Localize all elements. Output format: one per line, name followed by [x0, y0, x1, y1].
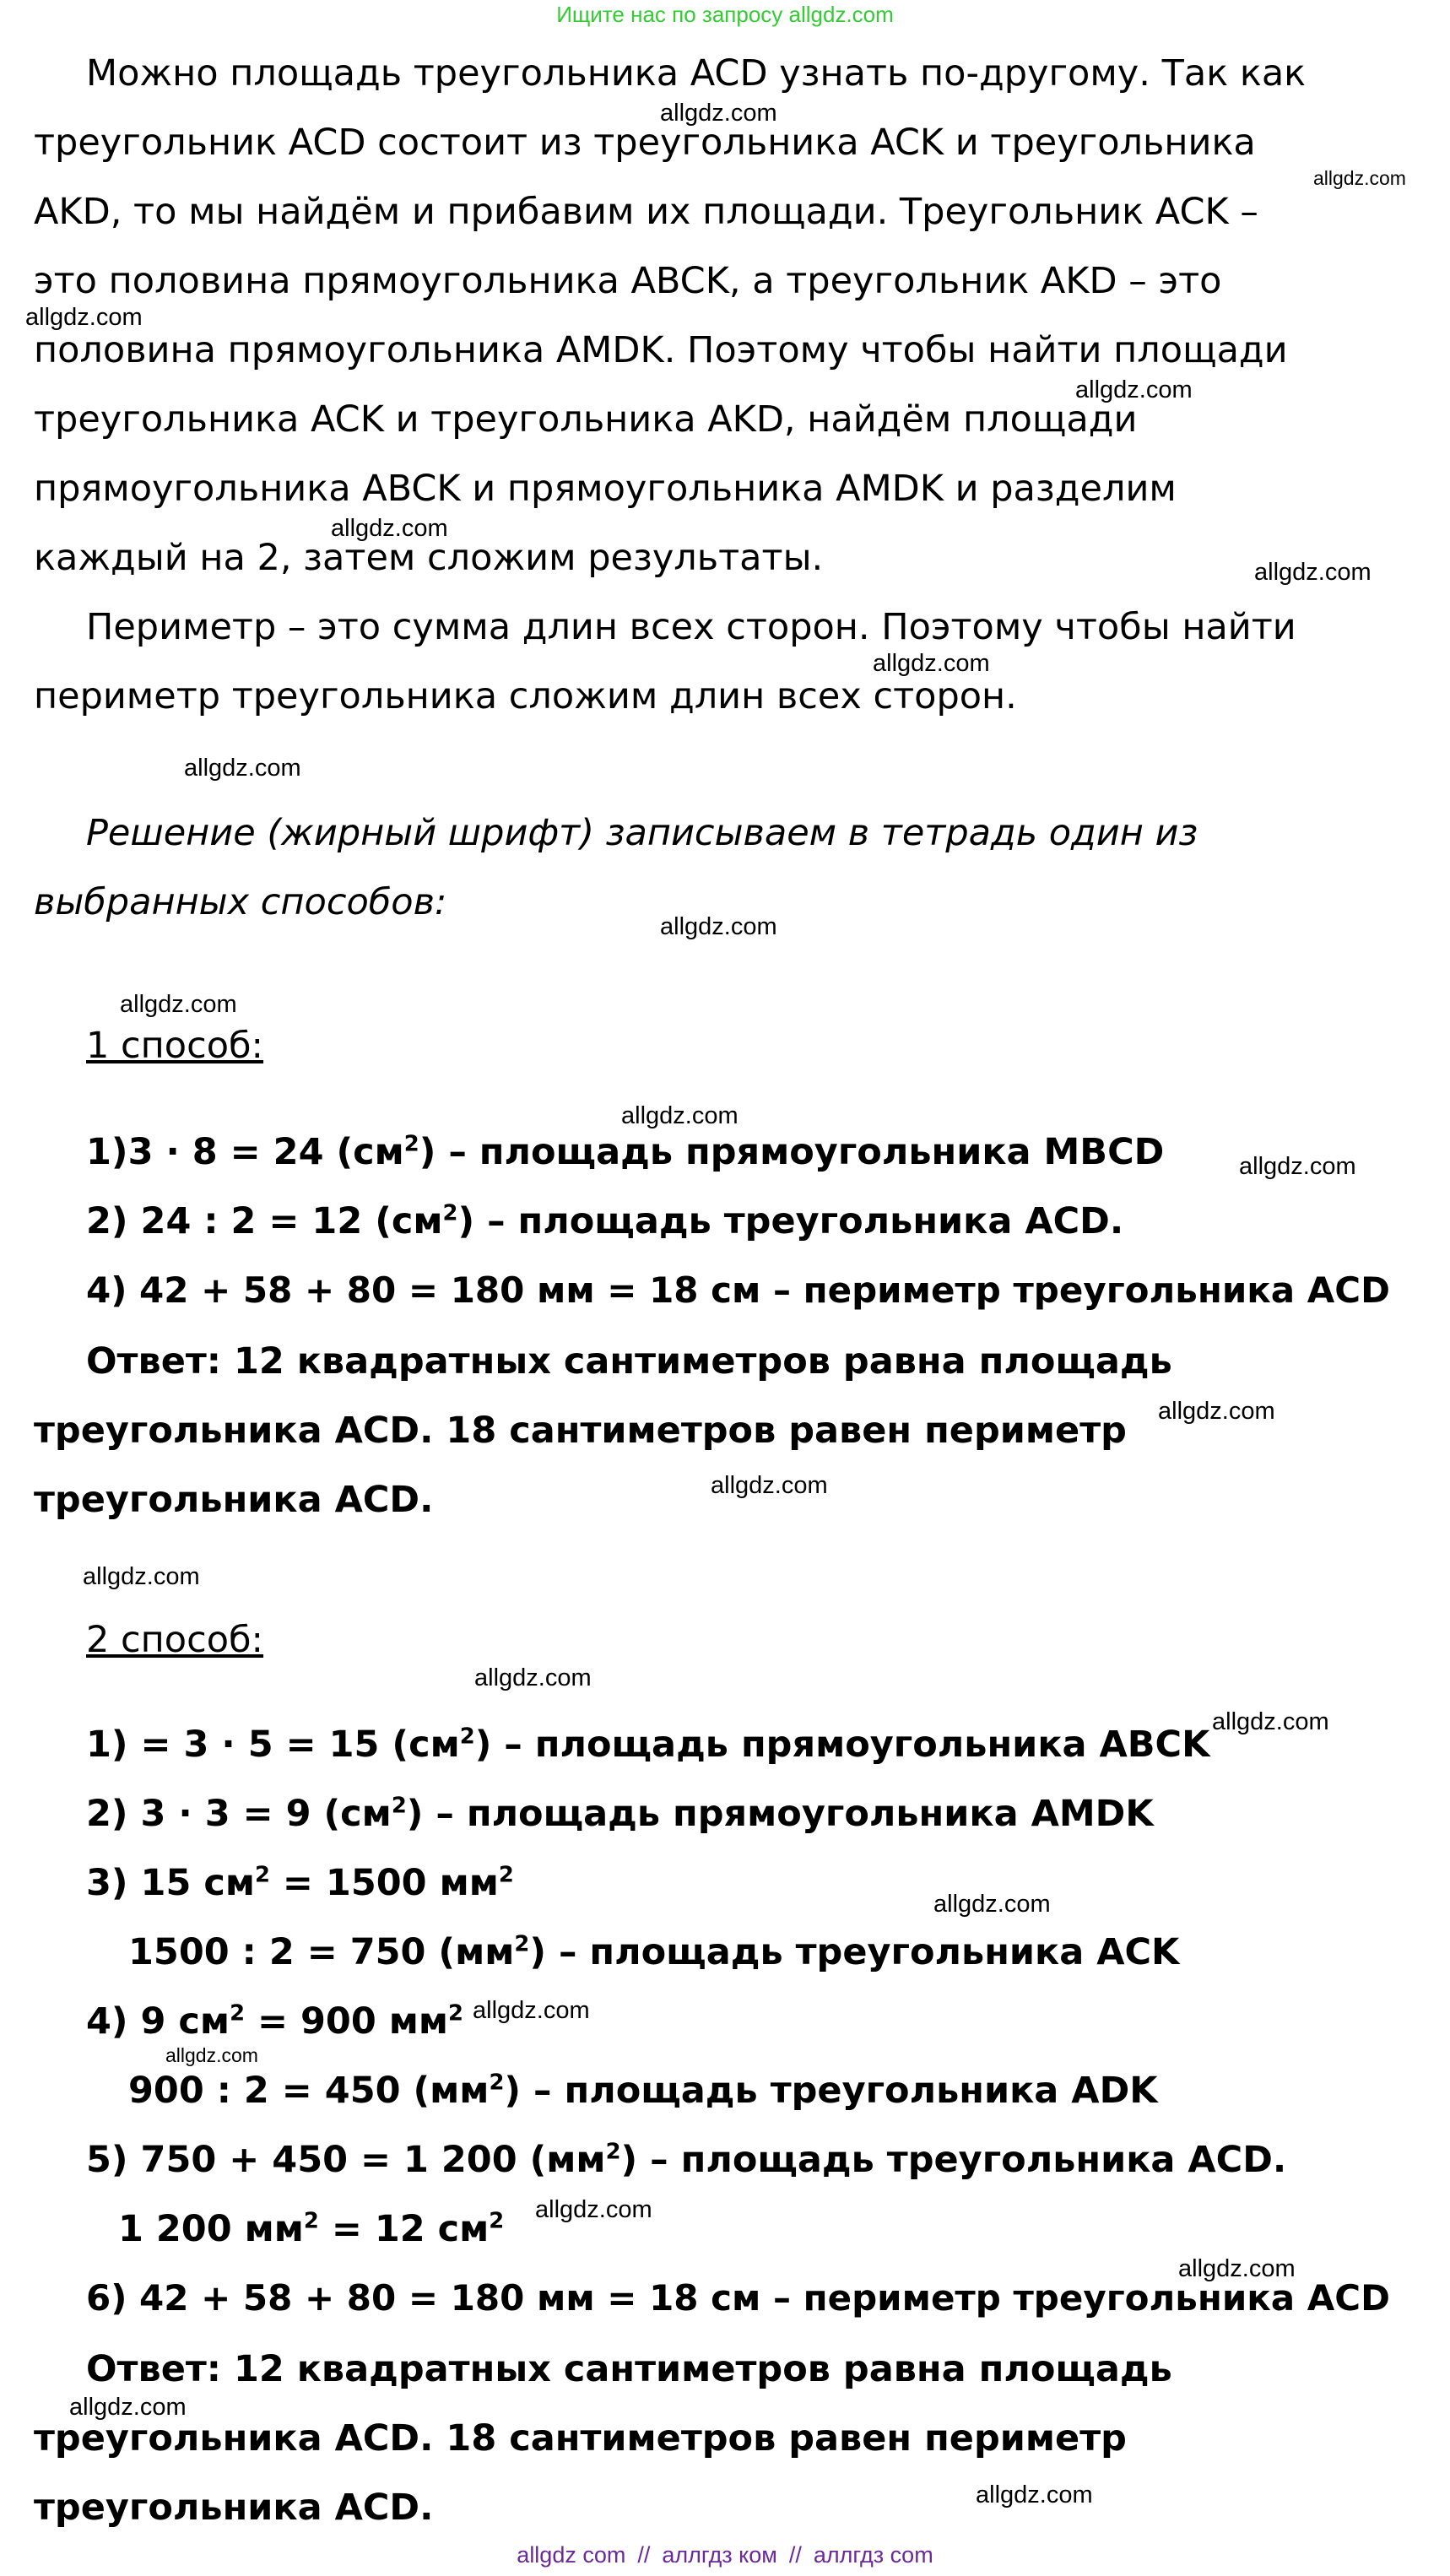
answer-line: Ответ: 12 квадратных сантиметров равна площадь — [86, 1340, 1172, 1383]
watermark: allgdz.com — [184, 755, 301, 782]
solution-step: 2) 3 · 3 = 9 $(см^2)$ – площадь прямоугольника AMDK — [86, 1793, 1154, 1835]
watermark: allgdz.com — [473, 1997, 590, 2024]
instruction-line: Решение (жирный шрифт) записываем в тетрадь один из — [86, 812, 1198, 854]
solution-step: 2) 24 : 2 = 12 $(см^2)$ – площадь треугольника ACD. — [86, 1200, 1124, 1242]
answer-line: треугольника ACD. — [34, 2487, 434, 2529]
solution-step: 1)3 · 8 = 24 $(см^2)$ – площадь прямоугольника MBCD — [86, 1131, 1165, 1173]
text-line: периметр треугольника сложим длин всех сторон. — [34, 675, 1017, 717]
answer-line: треугольника ACD. 18 сантиметров равен периметр — [34, 2417, 1127, 2460]
watermark: allgdz.com — [25, 304, 143, 331]
watermark: allgdz.com — [621, 1102, 739, 1129]
solution-step: 4) 42 + 58 + 80 = 180 мм = 18 см – периметр треугольника ACD — [86, 1269, 1390, 1311]
text-line: треугольника ACK и треугольника AKD, найдём площади — [34, 398, 1138, 441]
watermark: allgdz.com — [1212, 1708, 1329, 1735]
footer-link[interactable]: аллгдз com — [813, 2542, 933, 2568]
method-2-title: 2 способ: — [86, 1619, 264, 1661]
watermark: allgdz.com — [1178, 2255, 1296, 2282]
watermark: allgdz.com — [474, 1664, 592, 1691]
search-hint-header: Ищите нас по запросу allgdz.com — [556, 2, 894, 27]
answer-line: треугольника ACD. 18 сантиметров равен периметр — [34, 1410, 1127, 1452]
watermark: allgdz.com — [1158, 1398, 1275, 1425]
text-line: прямоугольника ABCK и прямоугольника AMDK и разделим — [34, 468, 1177, 510]
solution-step: 4) 9 $см^2 = 900$ $мм^2$ — [86, 2000, 463, 2043]
watermark: allgdz.com — [873, 650, 990, 677]
solution-step: 5) 750 + 450 = 1 200 $(мм^2)$ – площадь треугольника ACD. — [86, 2139, 1287, 2181]
method-1-title: 1 способ: — [86, 1025, 264, 1067]
text-line: каждый на 2, затем сложим результаты. — [34, 537, 824, 579]
answer-line: треугольника ACD. — [34, 1479, 434, 1521]
solution-step: 1) = 3 · 5 = 15 $(см^2)$ – площадь прямоугольника ABCK — [86, 1724, 1210, 1766]
watermark: allgdz.com — [711, 1472, 828, 1499]
solution-step: 3) 15 $см^2 = 1500$ $мм^2$ — [86, 1862, 514, 1904]
text-line: AKD, то мы найдём и прибавим их площади. Треугольник ACK – — [34, 191, 1258, 233]
answer-line: Ответ: 12 квадратных сантиметров равна площадь — [86, 2348, 1172, 2390]
instruction-line: выбранных способов: — [34, 881, 447, 923]
watermark: allgdz.com — [976, 2481, 1093, 2508]
text-line: Можно площадь треугольника ACD узнать по-другому. Так как — [86, 52, 1307, 95]
watermark: allgdz.com — [69, 2394, 187, 2421]
text-line: это половина прямоугольника ABCK, а треугольник AKD – это — [34, 260, 1222, 302]
solution-step: 1 200 $мм^2 = 12$ $см^2$ — [118, 2208, 505, 2250]
watermark: allgdz.com — [165, 2044, 258, 2066]
text-line: треугольник ACD состоит из треугольника ACK и треугольника — [34, 122, 1256, 164]
watermark: allgdz.com — [933, 1891, 1051, 1918]
footer-links — [0, 2542, 1450, 2568]
text-line: Периметр – это сумма длин всех сторон. Поэтому чтобы найти — [86, 606, 1296, 648]
footer-separator: // — [637, 2542, 651, 2568]
solution-step: 6) 42 + 58 + 80 = 180 мм = 18 см – периметр треугольника ACD — [86, 2277, 1390, 2319]
watermark: allgdz.com — [331, 515, 448, 542]
solution-step: 1500 : 2 = 750 $(мм^2)$ – площадь треугольника ACK — [128, 1931, 1180, 1973]
watermark: allgdz.com — [1239, 1153, 1356, 1180]
watermark: allgdz.com — [1075, 376, 1193, 403]
watermark: allgdz.com — [535, 2196, 652, 2223]
footer-link[interactable]: аллгдз ком — [662, 2542, 777, 2568]
solution-step: 900 : 2 = 450 $(мм^2)$ – площадь треугольника ADK — [128, 2070, 1158, 2112]
watermark: allgdz.com — [660, 100, 777, 127]
watermark: allgdz.com — [660, 913, 777, 940]
footer-separator: // — [788, 2542, 802, 2568]
watermark: allgdz.com — [1254, 559, 1372, 586]
watermark: allgdz.com — [1313, 167, 1406, 189]
text-line: половина прямоугольника AMDK. Поэтому чтобы найти площади — [34, 329, 1288, 371]
watermark: allgdz.com — [120, 991, 237, 1018]
watermark: allgdz.com — [83, 1563, 200, 1590]
footer-link[interactable]: allgdz com — [517, 2542, 626, 2568]
